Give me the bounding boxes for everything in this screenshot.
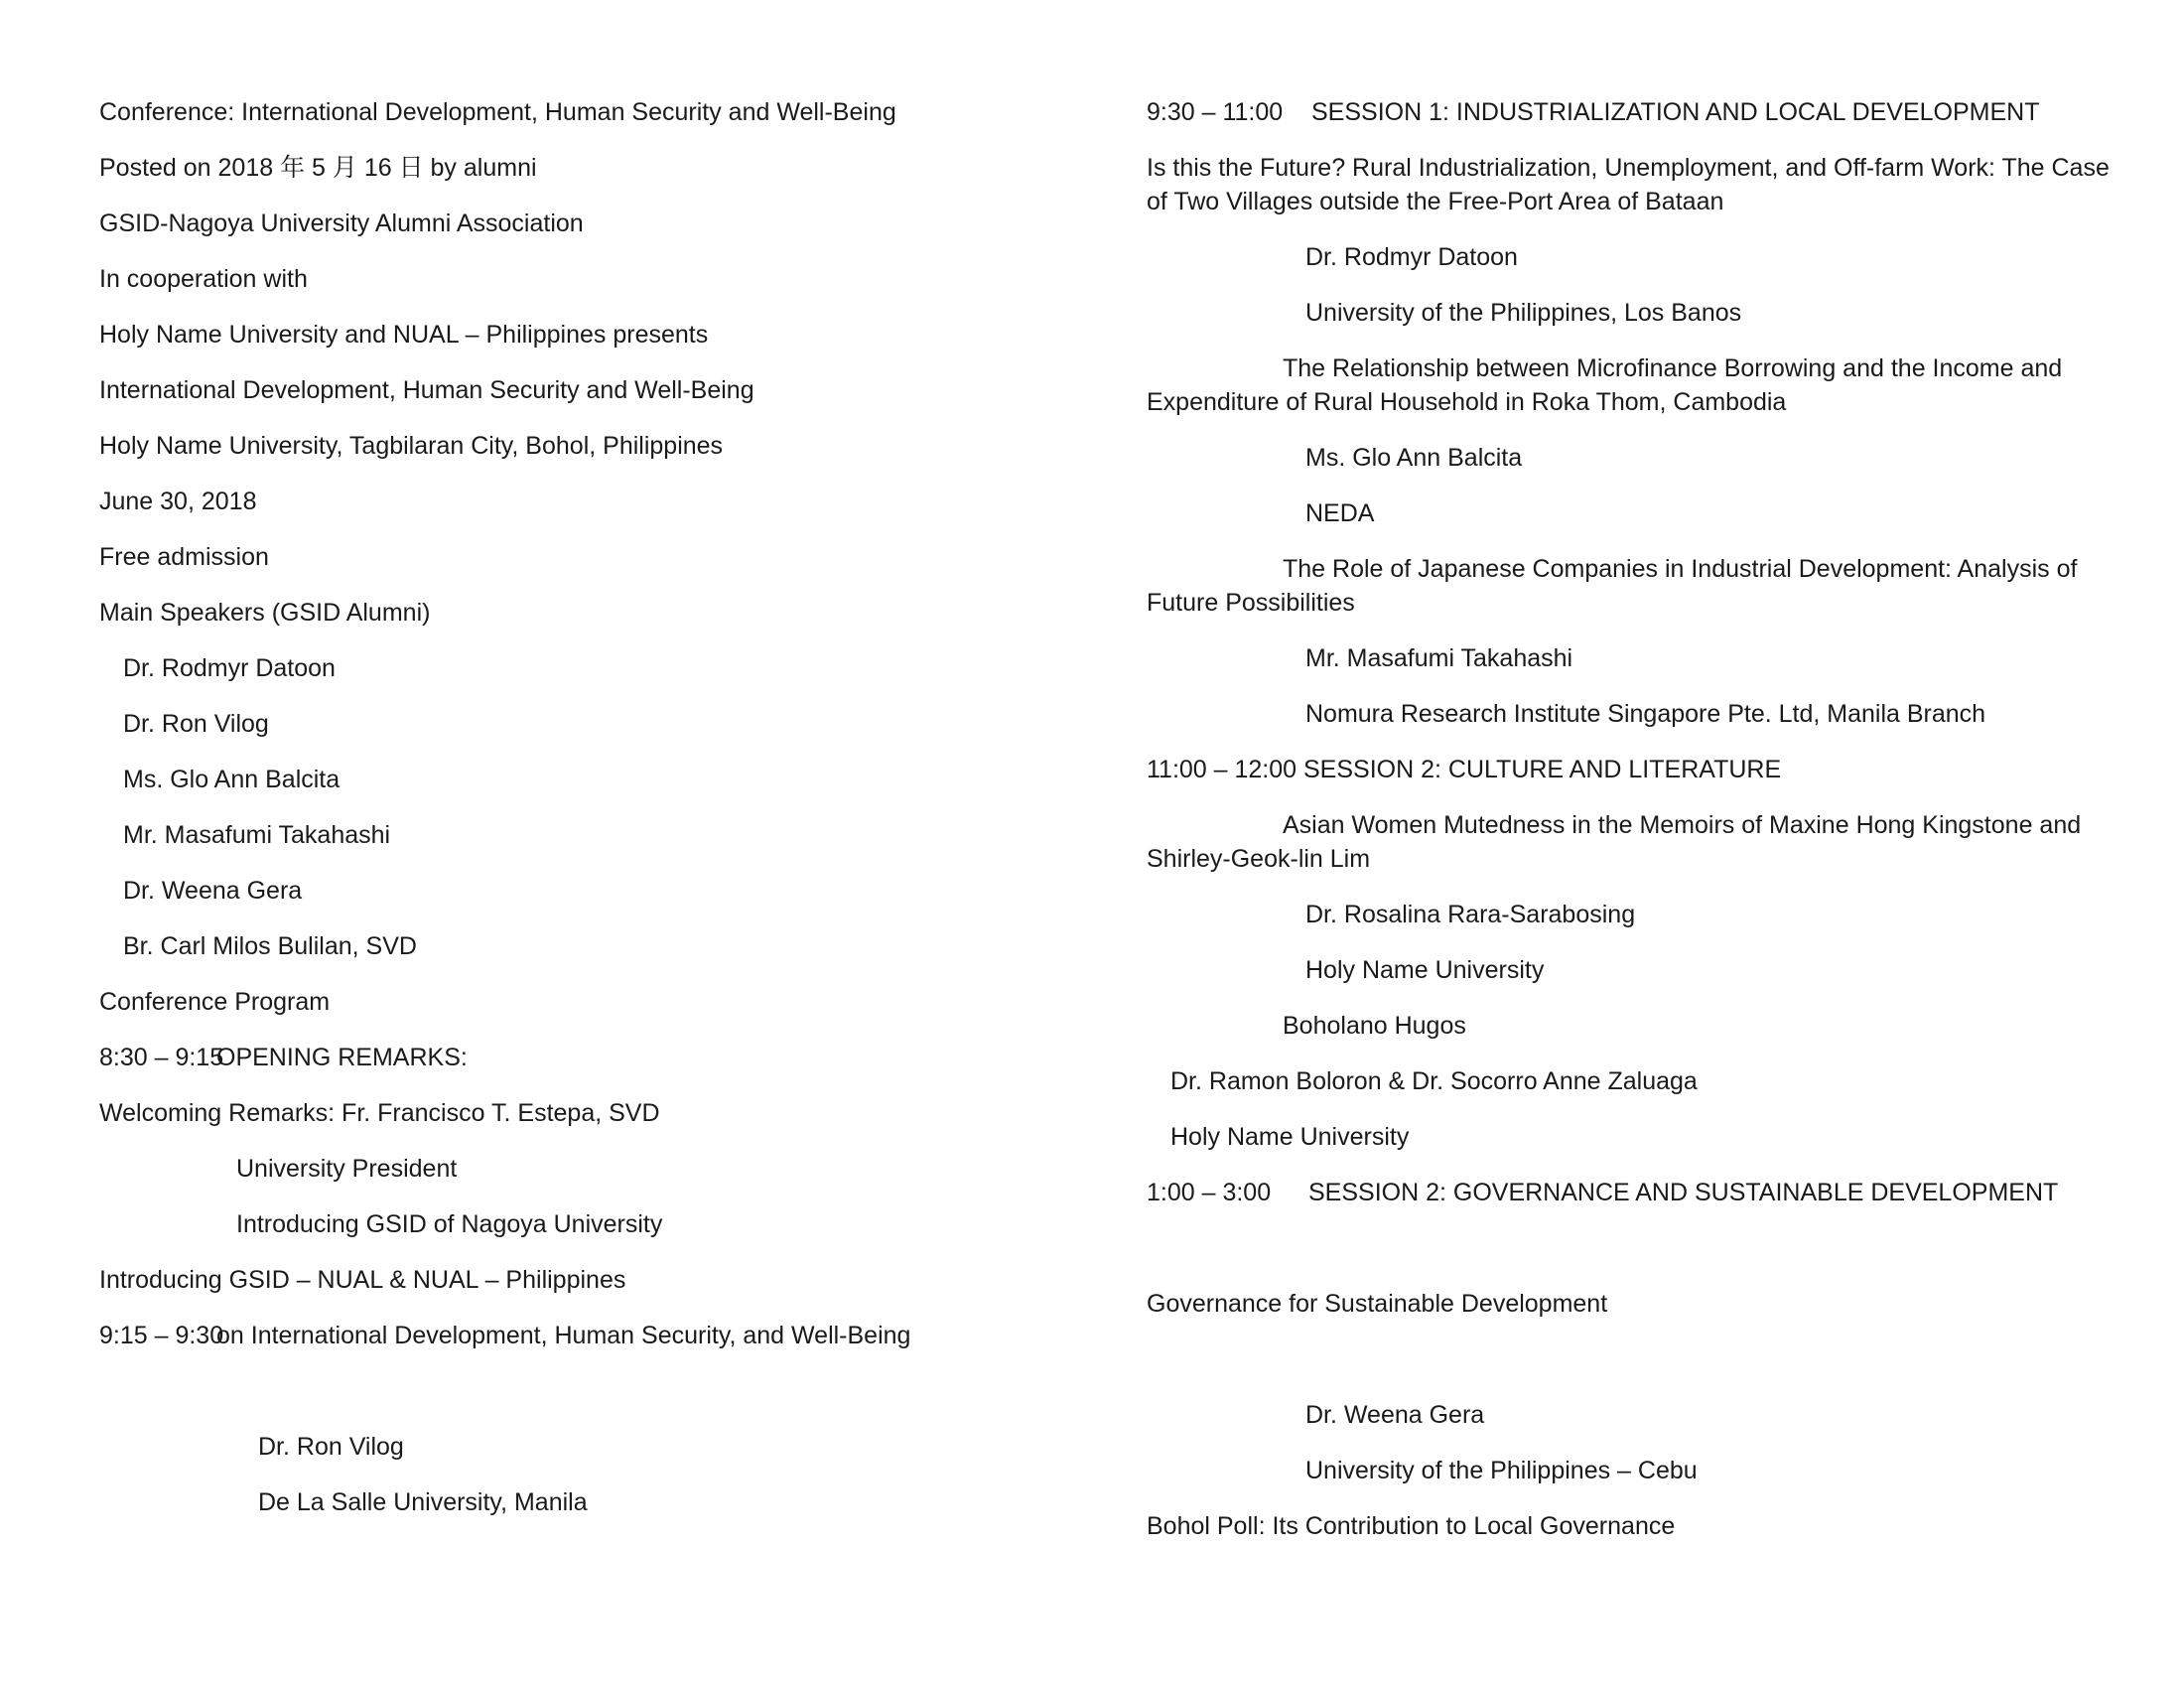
admission: Free admission <box>99 543 269 571</box>
session2-line: 11:00 – 12:00 SESSION 2: CULTURE AND LITERATURE <box>1147 756 1782 783</box>
program-heading: Conference Program <box>99 988 331 1016</box>
keynote-affiliation: De La Salle University, Manila <box>258 1488 588 1516</box>
keynote-row <box>99 1319 1072 1352</box>
session3-row <box>1147 1176 2119 1209</box>
event-name: International Development, Human Security and Well-Being <box>99 376 754 404</box>
speakers-heading: Main Speakers (GSID Alumni) <box>99 599 431 627</box>
speaker-item: Ms. Glo Ann Balcita <box>123 766 341 793</box>
paper-speaker: Dr. Ramon Boloron & Dr. Socorro Anne Zaluaga <box>1170 1067 1698 1095</box>
session3-title: SESSION 2: GOVERNANCE AND SUSTAINABLE DEVELOPMENT <box>1308 1179 2059 1206</box>
speaker-item: Dr. Ron Vilog <box>123 710 269 738</box>
keynote-time: 9:15 – 9:30 <box>99 1322 224 1349</box>
speaker-item: Br. Carl Milos Bulilan, SVD <box>123 932 417 960</box>
paper-speaker: Mr. Masafumi Takahashi <box>1305 644 1573 672</box>
session3-time: 1:00 – 3:00 <box>1147 1179 1272 1206</box>
session1-time: 9:30 – 11:00 <box>1147 98 1284 126</box>
speaker-item: Dr. Rodmyr Datoon <box>123 654 336 682</box>
welcome-remarks: Welcoming Remarks: Fr. Francisco T. Estepa, SVD <box>99 1099 660 1127</box>
post-title: Conference: International Development, Human Security and Well-Being <box>99 98 896 126</box>
right-column <box>1147 95 2119 1543</box>
paper-affiliation: Nomura Research Institute Singapore Pte. Ltd, Manila Branch <box>1305 700 1986 728</box>
keynote-speaker: Dr. Ron Vilog <box>258 1433 404 1461</box>
opening-label: OPENING REMARKS: <box>216 1044 468 1071</box>
speaker-item: Mr. Masafumi Takahashi <box>123 821 391 849</box>
speaker-item: Dr. Weena Gera <box>123 877 303 905</box>
left-column <box>99 95 1072 1519</box>
paper-title: Bohol Poll: Its Contribution to Local Governance <box>1147 1512 1676 1540</box>
venue: Holy Name University, Tagbilaran City, Bohol, Philippines <box>99 432 724 460</box>
paper-title: The Role of Japanese Companies in Industrial Development: Analysis of Future Possibilities <box>1147 555 2078 617</box>
paper-affiliation: University of the Philippines – Cebu <box>1305 1457 1698 1484</box>
intro-nual: Introducing GSID – NUAL & NUAL – Philippines <box>99 1266 626 1294</box>
paper-affiliation: Holy Name University <box>1305 956 1545 984</box>
paper-title: Is this the Future? Rural Industrialization, Unemployment, and Off-farm Work: The Case of Two Villages outside the Free-Port Area of Bataan <box>1147 154 2110 215</box>
paper-title: Boholano Hugos <box>1283 1012 1466 1040</box>
paper-title: Asian Women Mutedness in the Memoirs of Maxine Hong Kingstone and Shirley-Geok-lin Lim <box>1147 811 2082 873</box>
paper-affiliation: NEDA <box>1305 499 1375 527</box>
paper-affiliation: University of the Philippines, Los Banos <box>1305 299 1742 327</box>
paper-speaker: Dr. Rodmyr Datoon <box>1305 243 1518 271</box>
paper-speaker: Dr. Weena Gera <box>1305 1401 1485 1429</box>
paper-speaker: Ms. Glo Ann Balcita <box>1305 444 1523 472</box>
opening-row <box>99 1041 1072 1074</box>
post-meta: Posted on 2018 年 5 月 16 日 by alumni <box>99 154 537 182</box>
event-date: June 30, 2018 <box>99 488 257 515</box>
session1-title: SESSION 1: INDUSTRIALIZATION AND LOCAL DEVELOPMENT <box>1311 98 2040 126</box>
organizer: GSID-Nagoya University Alumni Association <box>99 210 584 237</box>
paper-title: Governance for Sustainable Development <box>1147 1290 1608 1318</box>
paper-speaker: Dr. Rosalina Rara-Sarabosing <box>1305 901 1636 928</box>
president-title: University President <box>236 1155 458 1183</box>
session1-row <box>1147 95 2119 129</box>
opening-time: 8:30 – 9:15 <box>99 1044 224 1071</box>
keynote-topic: on International Development, Human Security, and Well-Being <box>216 1322 911 1349</box>
paper-affiliation: Holy Name University <box>1170 1123 1410 1151</box>
paper-title: The Relationship between Microfinance Borrowing and the Income and Expenditure of Rural Household in Roka Thom, Cambodia <box>1147 354 2063 416</box>
intro-gsid: Introducing GSID of Nagoya University <box>236 1210 663 1238</box>
presenter: Holy Name University and NUAL – Philippines presents <box>99 321 709 349</box>
cooperation-text: In cooperation with <box>99 265 308 293</box>
